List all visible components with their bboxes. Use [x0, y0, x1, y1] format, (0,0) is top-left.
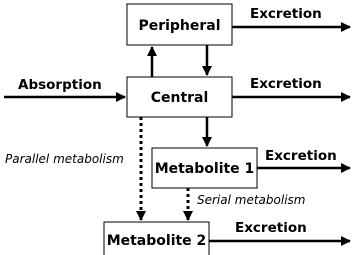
metabolite-2-label: Metabolite 2	[106, 233, 207, 249]
peripheral-box	[127, 4, 232, 45]
peripheral-excretion-label: Excretion	[250, 6, 322, 22]
central-excretion-label: Excretion	[250, 76, 322, 92]
central-box	[127, 77, 232, 117]
metabolite-2-box	[104, 222, 209, 255]
metabolite-1-box	[152, 148, 257, 188]
metabolite-1-excretion-label: Excretion	[265, 148, 337, 164]
metabolite-1-label: Metabolite 1	[154, 161, 255, 177]
central-label: Central	[150, 90, 209, 106]
metabolite-2-excretion-label: Excretion	[235, 220, 307, 236]
serial-metabolism-label: Serial metabolism	[197, 193, 306, 207]
absorption-label: Absorption	[18, 77, 102, 93]
parallel-metabolism-label: Parallel metabolism	[5, 152, 124, 166]
peripheral-label: Peripheral	[138, 18, 221, 34]
